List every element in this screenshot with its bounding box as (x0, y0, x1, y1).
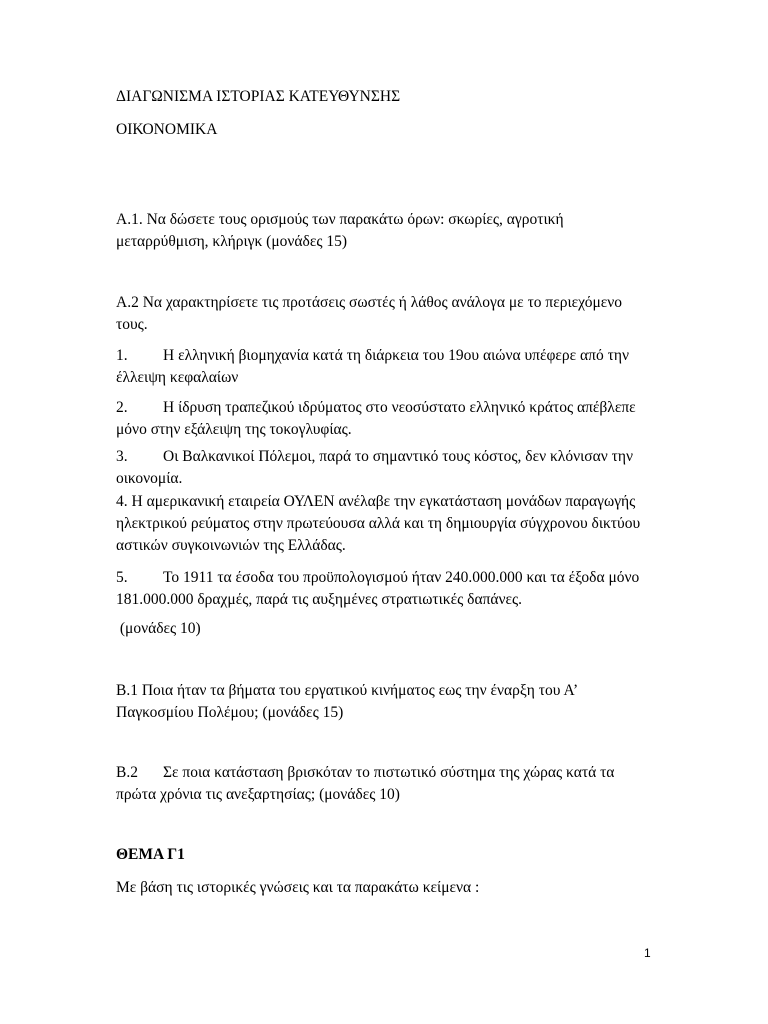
statement-3 (116, 446, 656, 490)
statement-text: Η ίδρυση τραπεζικού ιδρύματος στο νεοσύστατο ελληνικό κράτος απέβλεπε μόνο στην εξάλειψη της τοκογλυφίας. (116, 399, 636, 438)
question-b2 (116, 762, 656, 806)
question-a2-points: (μονάδες 10) (116, 620, 201, 637)
document-subtitle: ΟΙΚΟΝΟΜΙΚΑ (116, 121, 218, 138)
question-b2-number: Β.2 (116, 764, 138, 781)
question-a2-intro: Α.2 Να χαρακτηρίσετε τις προτάσεις σωστές ή λάθος ανάλογα με το περιεχόμενο τους. (116, 294, 623, 333)
statement-4 (116, 491, 656, 557)
page-number: 1 (644, 946, 651, 960)
statement-number: 2. (116, 399, 128, 416)
statement-text: Οι Βαλκανικοί Πόλεμοι, παρά το σημαντικό τους κόστος, δεν κλόνισαν την οικονομία. (116, 448, 633, 487)
statement-2 (116, 397, 656, 441)
statement-5 (116, 567, 656, 611)
statement-text: Η ελληνική βιομηχανία κατά τη διάρκεια του 19ου αιώνα υπέφερε από την έλλειψη κεφαλαίων (116, 347, 629, 386)
theme-g1-heading: ΘΕΜΑ Γ1 (116, 846, 185, 863)
document-title: ΔΙΑΓΩΝΙΣΜΑ ΙΣΤΟΡΙΑΣ ΚΑΤΕΥΘΥΝΣΗΣ (116, 88, 401, 105)
question-a1: Α.1. Να δώσετε τους ορισμούς των παρακάτω όρων: σκωρίες, αγροτική μεταρρύθμιση, κλήριγκ (μονάδες 15) (116, 211, 564, 250)
statement-text: 4. Η αμερικανική εταιρεία ΟΥΛΕΝ ανέλαβε την εγκατάσταση μονάδων παραγωγής ηλεκτρικού ρεύματος στην πρωτεύουσα αλλά και τη δημιουργία σύγχρονου δικτύου αστικών συγκοινωνιών της Ελλάδας. (116, 493, 641, 554)
statement-text: Το 1911 τα έσοδα του προϋπολογισμού ήταν 240.000.000 και τα έξοδα μόνο 181.000.000 δραχμές, παρά τις αυξημένες στρατιωτικές δαπάνες. (116, 569, 640, 608)
statement-number: 5. (116, 569, 128, 586)
statement-1 (116, 345, 656, 389)
statement-number: 1. (116, 347, 128, 364)
statement-number: 3. (116, 448, 128, 465)
question-b1: Β.1 Ποια ήταν τα βήματα του εργατικού κινήματος εως την έναρξη του Α’ Παγκοσμίου Πολέμου; (μονάδες 15) (116, 682, 577, 721)
question-b2-text: Σε ποια κατάσταση βρισκόταν το πιστωτικό σύστημα της χώρας κατά τα πρώτα χρόνια τις ανεξαρτησίας; (μονάδες 10) (116, 764, 615, 803)
theme-g1-intro: Με βάση τις ιστορικές γνώσεις και τα παρακάτω κείμενα : (116, 879, 480, 896)
